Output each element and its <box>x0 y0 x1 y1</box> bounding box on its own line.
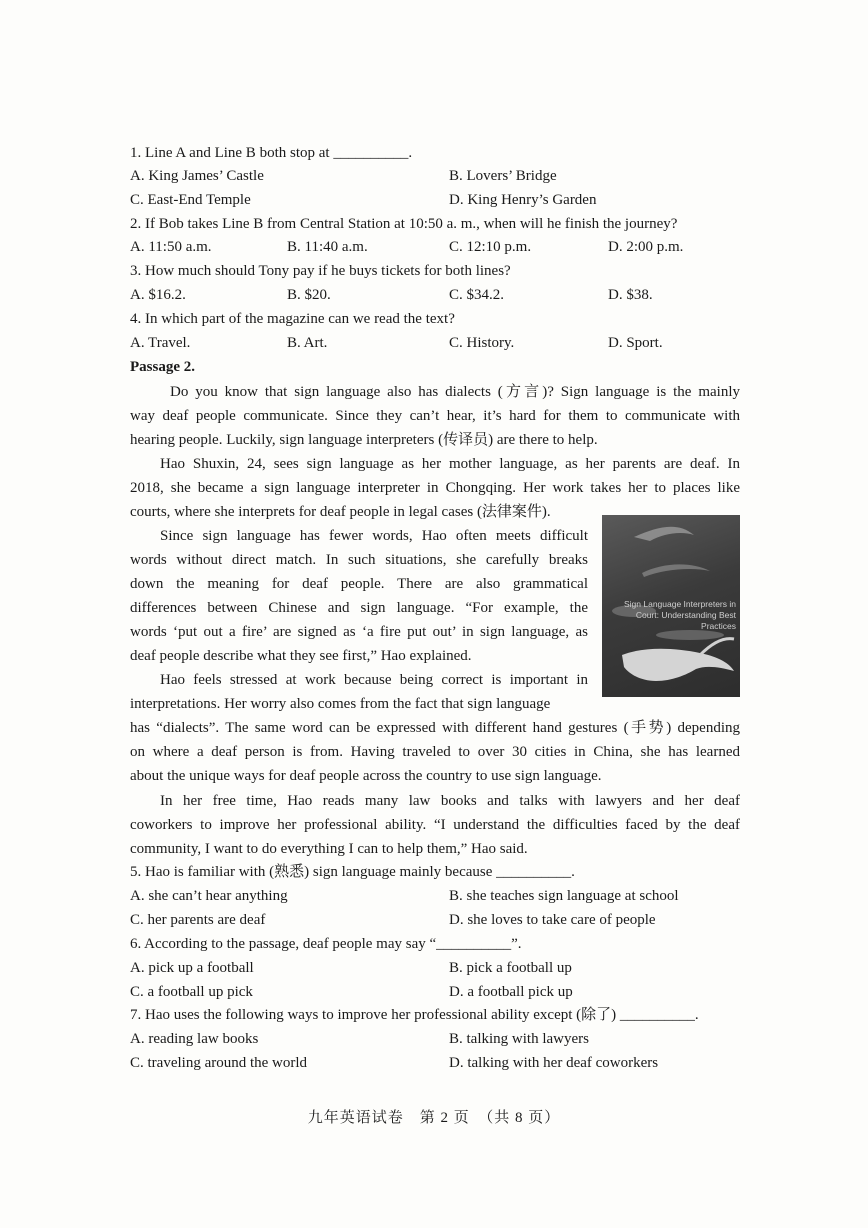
q6-option-a: A. pick up a football <box>130 960 254 976</box>
paragraph-line: about the unique ways for deaf people across the country to use sign language. <box>130 768 602 784</box>
q2-option-c: C. 12:10 p.m. <box>449 239 532 255</box>
passage-paragraph-3 <box>130 524 588 668</box>
paragraph-line: interpretations. Her worry also comes from the fact that sign language <box>130 696 551 712</box>
passage-paragraph-4-wide <box>130 716 740 788</box>
paragraph-line: 2018, she became a sign language interpreter in Chongqing. Her work takes her to places like <box>130 480 740 496</box>
q6-option-d: D. a football pick up <box>449 984 573 1000</box>
question-6-stem: 6. According to the passage, deaf people may say “__________”. <box>130 936 522 952</box>
q4-option-a: A. Travel. <box>130 335 191 351</box>
q3-option-b: B. $20. <box>287 287 331 303</box>
q5-option-a: A. she can’t hear anything <box>130 888 288 904</box>
q5-option-c: C. her parents are deaf <box>130 912 266 928</box>
paragraph-line: has “dialects”. The same word can be expressed with different hand gestures (手势) depending <box>130 720 740 736</box>
book-cover-title: Sign Language Interpreters in Court: Understanding Best Practices <box>624 599 736 631</box>
paragraph-line: Hao feels stressed at work because being correct is important in <box>160 672 588 688</box>
q2-option-b: B. 11:40 a.m. <box>287 239 368 255</box>
question-4-stem: 4. In which part of the magazine can we read the text? <box>130 311 455 327</box>
paragraph-line: differences between Chinese and sign language. “For example, the <box>130 600 588 616</box>
paragraph-line: down the meaning for deaf people. There are also grammatical <box>130 576 588 592</box>
q2-option-d: D. 2:00 p.m. <box>608 239 684 255</box>
q5-option-d: D. she loves to take care of people <box>449 912 656 928</box>
question-3-stem: 3. How much should Tony pay if he buys tickets for both lines? <box>130 263 511 279</box>
q7-option-b: B. talking with lawyers <box>449 1031 589 1047</box>
passage-paragraph-2 <box>130 452 740 524</box>
paragraph-line: Do you know that sign language also has dialects (方言)? Sign language is the mainly <box>170 384 740 400</box>
q7-option-c: C. traveling around the world <box>130 1055 308 1071</box>
paragraph-line: on where a deaf person is from. Having traveled to over 30 cities in China, she has learned <box>130 744 740 760</box>
paragraph-line: hearing people. Luckily, sign language interpreters (传译员) are there to help. <box>130 432 598 448</box>
q3-option-c: C. $34.2. <box>449 287 505 303</box>
question-7-stem: 7. Hao uses the following ways to improve her professional ability except (除了) __________. <box>130 1007 699 1023</box>
passage-paragraph-5 <box>130 789 740 861</box>
q1-option-c: C. East-End Temple <box>130 192 251 208</box>
paragraph-line: Hao Shuxin, 24, sees sign language as her mother language, as her parents are deaf. In <box>160 456 740 472</box>
paragraph-line: deaf people describe what they see first,” Hao explained. <box>130 648 472 664</box>
passage-paragraph-4-narrow <box>130 668 588 716</box>
paragraph-line: way deaf people communicate. Since they can’t hear, it’s hard for them to communicate with <box>130 408 740 424</box>
paragraph-line: community, I want to do everything I can to help them,” Hao said. <box>130 841 528 857</box>
q4-option-c: C. History. <box>449 335 515 351</box>
q4-option-b: B. Art. <box>287 335 328 351</box>
paragraph-line: coworkers to improve her professional ability. “I understand the difficulties faced by the deaf <box>130 817 740 833</box>
q3-option-d: D. $38. <box>608 287 653 303</box>
question-1-stem: 1. Line A and Line B both stop at __________. <box>130 145 413 161</box>
q5-option-b: B. she teaches sign language at school <box>449 888 679 904</box>
question-2-stem: 2. If Bob takes Line B from Central Station at 10:50 a. m., when will he finish the journey? <box>130 216 678 232</box>
q1-option-b: B. Lovers’ Bridge <box>449 168 557 184</box>
question-5-stem: 5. Hao is familiar with (熟悉) sign language mainly because __________. <box>130 864 575 880</box>
q7-option-a: A. reading law books <box>130 1031 259 1047</box>
q4-option-d: D. Sport. <box>608 335 663 351</box>
q1-option-a: A. King James’ Castle <box>130 168 264 184</box>
paragraph-line: courts, where she interprets for deaf people in legal cases (法律案件). <box>130 504 551 520</box>
q6-option-c: C. a football up pick <box>130 984 253 1000</box>
q1-option-d: D. King Henry’s Garden <box>449 192 597 208</box>
paragraph-line: Since sign language has fewer words, Hao often meets difficult <box>160 528 588 544</box>
paragraph-line: words without direct match. In such situations, she carefully breaks <box>130 552 588 568</box>
q2-option-a: A. 11:50 a.m. <box>130 239 212 255</box>
q3-option-a: A. $16.2. <box>130 287 186 303</box>
page-footer: 九年英语试卷 第 2 页 （共 8 页） <box>307 1110 561 1126</box>
paragraph-line: words ‘put out a fire’ are signed as ‘a fire put out’ in sign language, as <box>130 624 588 640</box>
passage-paragraph-1 <box>130 380 740 452</box>
passage-heading: Passage 2. <box>130 359 195 375</box>
book-cover-image <box>602 515 740 697</box>
q7-option-d: D. talking with her deaf coworkers <box>449 1055 659 1071</box>
paragraph-line: In her free time, Hao reads many law books and talks with lawyers and her deaf <box>160 793 740 809</box>
q6-option-b: B. pick a football up <box>449 960 572 976</box>
